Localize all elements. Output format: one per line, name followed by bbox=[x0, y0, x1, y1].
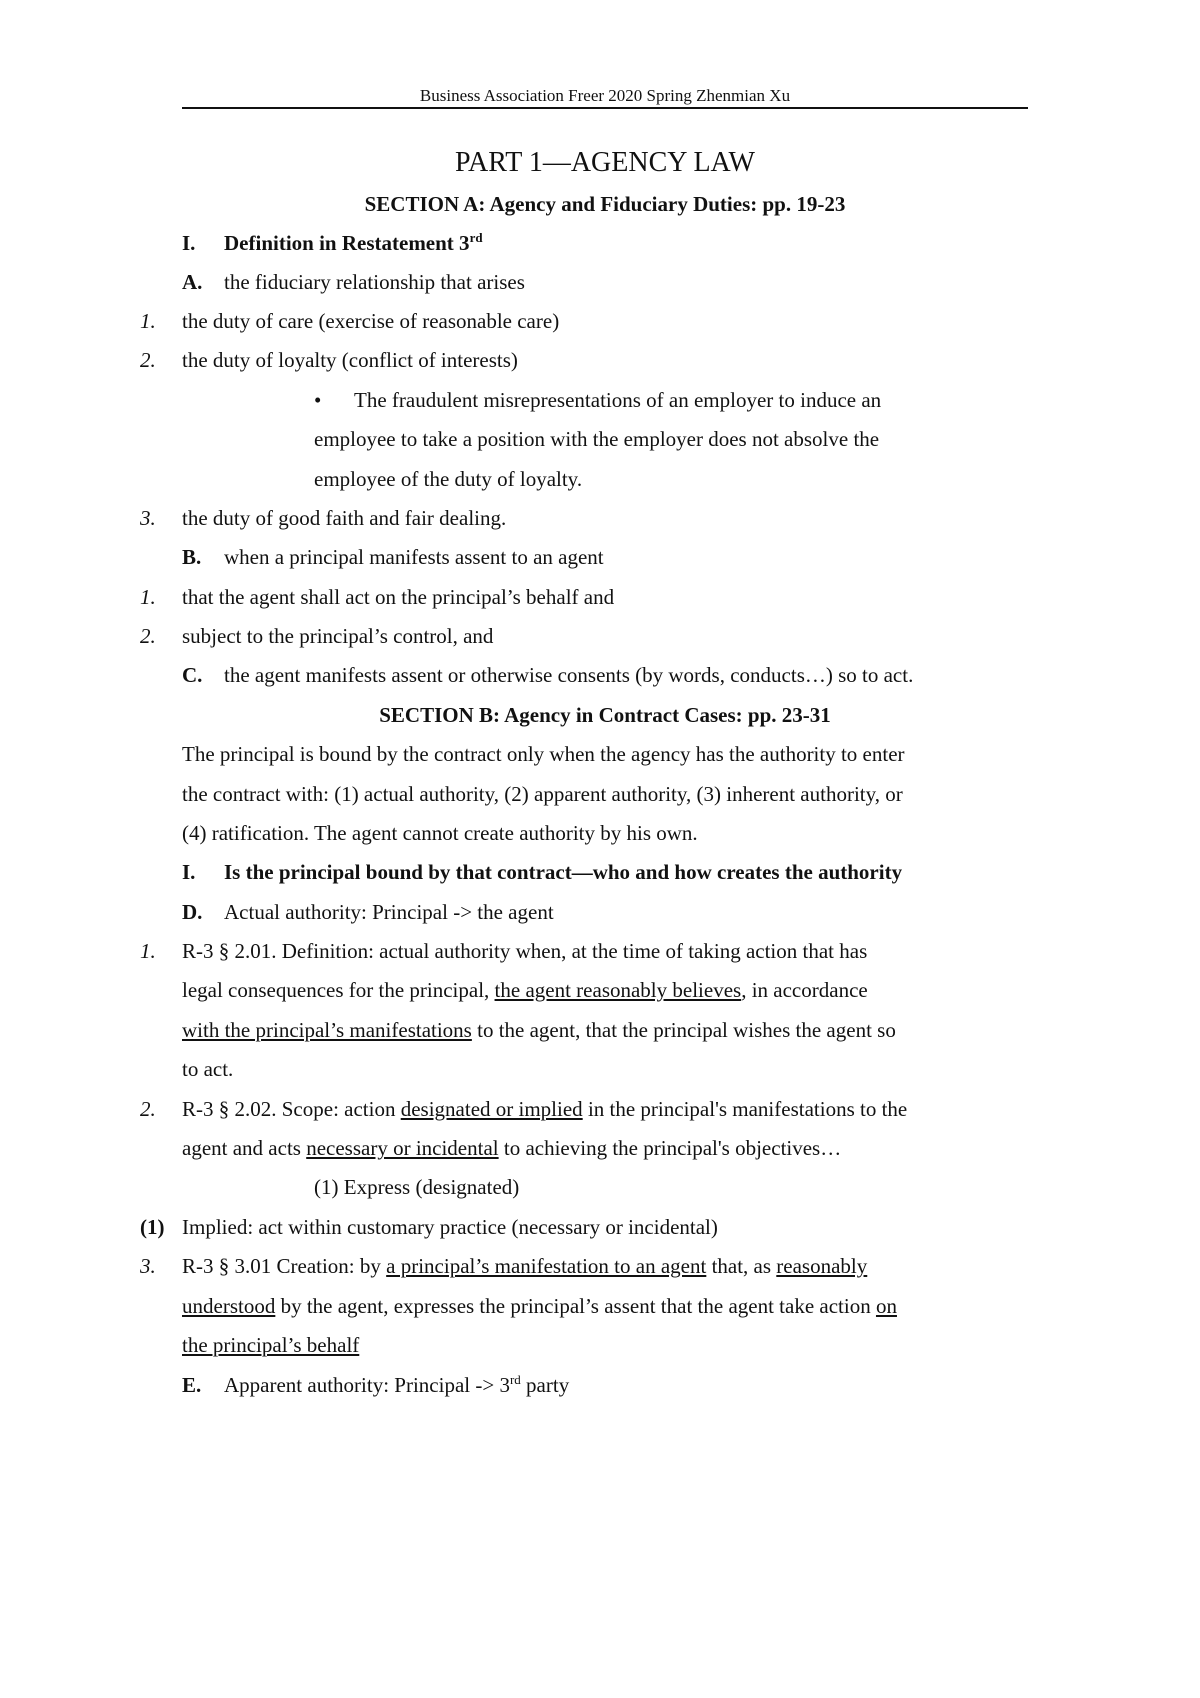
paragraph-line bbox=[182, 1016, 1028, 1044]
list-text: that the agent shall act on the principal’s behalf and bbox=[182, 585, 615, 609]
paragraph-line: to act. bbox=[182, 1057, 234, 1081]
list-marker: 1. bbox=[140, 585, 156, 609]
list-marker: 1. bbox=[140, 939, 156, 963]
paragraph-line bbox=[182, 1134, 1028, 1162]
running-header: Business Association Freer 2020 Spring Zhenmian Xu bbox=[419, 86, 791, 105]
list-marker: I. bbox=[182, 231, 196, 255]
underlined-text: understood bbox=[182, 1294, 276, 1318]
text-run: that, as bbox=[706, 1254, 777, 1278]
section-a-heading: SECTION A: Agency and Fiduciary Duties: pp. 19-23 bbox=[364, 192, 846, 216]
list-text bbox=[182, 1252, 867, 1280]
paragraph-line bbox=[182, 1331, 1028, 1359]
bullet-icon: • bbox=[314, 388, 322, 412]
text-run: R-3 § 3.01 Creation: by bbox=[182, 1254, 387, 1278]
list-marker: C. bbox=[182, 663, 203, 687]
text-run: , in accordance bbox=[741, 978, 868, 1002]
list-text bbox=[224, 229, 483, 257]
paragraph-line: the contract with: (1) actual authority, (2) apparent authority, (3) inherent authority, or bbox=[182, 782, 903, 806]
list-marker: B. bbox=[182, 545, 202, 569]
underlined-text: reasonably bbox=[776, 1254, 868, 1278]
page-title: PART 1—AGENCY LAW bbox=[455, 147, 755, 178]
list-text: the agent manifests assent or otherwise consents (by words, conducts…) so to act. bbox=[224, 663, 914, 687]
underlined-text: with the principal’s manifestations bbox=[182, 1018, 472, 1042]
paragraph-line bbox=[182, 976, 1028, 1004]
list-marker: E. bbox=[182, 1373, 202, 1397]
text-run: agent and acts bbox=[182, 1136, 307, 1160]
list-text: subject to the principal’s control, and bbox=[182, 624, 494, 648]
list-marker: D. bbox=[182, 900, 203, 924]
list-text: Actual authority: Principal -> the agent bbox=[224, 900, 554, 924]
underlined-text: the principal’s behalf bbox=[182, 1333, 360, 1357]
underlined-text: on bbox=[875, 1294, 897, 1318]
bullet-text-line: employee of the duty of loyalty. bbox=[314, 467, 583, 491]
list-marker: 2. bbox=[140, 624, 156, 648]
list-marker: 3. bbox=[140, 1254, 156, 1278]
list-text: the duty of loyalty (conflict of interests) bbox=[182, 348, 518, 372]
list-marker: 1. bbox=[140, 309, 156, 333]
list-text: the duty of good faith and fair dealing. bbox=[182, 506, 507, 530]
list-text bbox=[224, 1371, 569, 1399]
list-text: R-3 § 2.01. Definition: actual authority when, at the time of taking action that has bbox=[182, 939, 868, 963]
list-text: Is the principal bound by that contract—who and how creates the authority bbox=[224, 860, 903, 884]
list-text-main: Definition in Restatement 3 bbox=[224, 231, 470, 255]
text-run: in the principal's manifestations to the bbox=[582, 1097, 908, 1121]
underlined-text: a principal’s manifestation to an agent bbox=[386, 1254, 707, 1278]
text-run: to achieving the principal's objectives… bbox=[498, 1136, 842, 1160]
text-run: Apparent authority: Principal -> 3 bbox=[224, 1373, 510, 1397]
list-marker: A. bbox=[182, 270, 203, 294]
bullet-text-line: The fraudulent misrepresentations of an employer to induce an bbox=[354, 388, 882, 412]
list-text bbox=[182, 1095, 907, 1123]
list-text: when a principal manifests assent to an agent bbox=[224, 545, 604, 569]
list-marker: (1) bbox=[140, 1215, 165, 1239]
list-text: the duty of care (exercise of reasonable care) bbox=[182, 309, 560, 333]
paragraph-line bbox=[182, 1292, 1028, 1320]
list-marker: 2. bbox=[140, 348, 156, 372]
underlined-text: the agent reasonably believes bbox=[494, 978, 742, 1002]
list-marker: I. bbox=[182, 860, 196, 884]
underlined-text: necessary or incidental bbox=[306, 1136, 499, 1160]
text-run: party bbox=[520, 1373, 570, 1397]
sub-item-express: (1) Express (designated) bbox=[314, 1175, 520, 1199]
underlined-text: designated or implied bbox=[400, 1097, 583, 1121]
text-run: to the agent, that the principal wishes the agent so bbox=[471, 1018, 896, 1042]
superscript: rd bbox=[509, 1372, 521, 1387]
list-marker: 2. bbox=[140, 1097, 156, 1121]
text-run: legal consequences for the principal, bbox=[182, 978, 495, 1002]
text-run: by the agent, expresses the principal’s assent that the agent take action bbox=[275, 1294, 876, 1318]
paragraph-line: (4) ratification. The agent cannot create authority by his own. bbox=[182, 821, 698, 845]
section-b-heading: SECTION B: Agency in Contract Cases: pp. 23-31 bbox=[379, 703, 831, 727]
paragraph-line: The principal is bound by the contract only when the agency has the authority to enter bbox=[182, 742, 905, 766]
text-run: R-3 § 2.02. Scope: action bbox=[182, 1097, 401, 1121]
list-text: the fiduciary relationship that arises bbox=[224, 270, 525, 294]
superscript: rd bbox=[469, 230, 483, 245]
header-rule bbox=[182, 107, 1028, 109]
list-text: Implied: act within customary practice (necessary or incidental) bbox=[182, 1215, 718, 1239]
bullet-text-line: employee to take a position with the employer does not absolve the bbox=[314, 427, 880, 451]
list-marker: 3. bbox=[140, 506, 156, 530]
